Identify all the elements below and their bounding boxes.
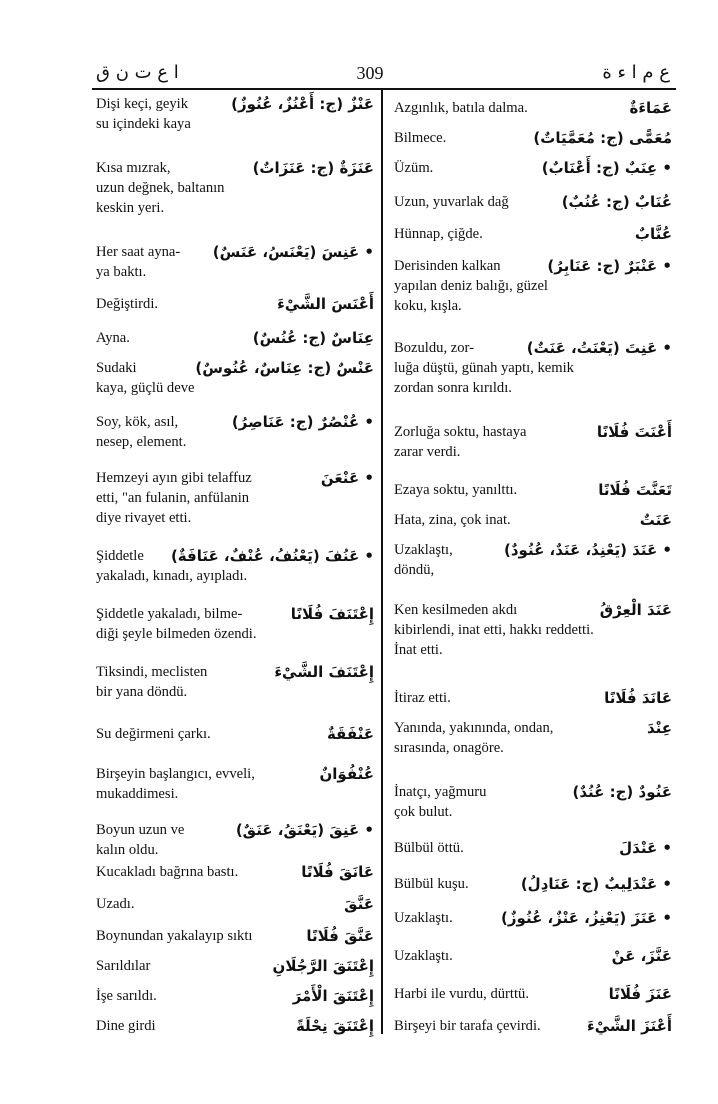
dictionary-entry [394,600,672,660]
dictionary-entry [96,820,374,860]
dictionary-entry [96,158,374,218]
entry-arabic-headword: • عَنْعَنَ [320,469,374,487]
dictionary-entry [394,98,672,118]
entry-meaning-line: Uzadı. [96,896,135,912]
page-number: 309 [356,63,384,83]
dictionary-entry [96,662,374,702]
entry-meaning-line: Azgınlık, batıla dalma. [394,100,528,116]
entry-meaning-line: Soy, kök, asıl, [96,414,179,430]
entry-arabic-headword: عَنْزٌ (ج: أَعْنُزٌ، عُنُوزٌ) [231,95,374,113]
entry-meaning-line: uzun değnek, baltanın [96,180,225,196]
dictionary-entry [96,546,374,586]
entry-meaning-line: keskin yeri. [96,200,165,216]
entry-meaning-line: İnatçı, yağmuru [394,784,487,800]
entry-arabic-headword: • عَنُفَ (يَعْنُفُ، عُنْفٌ، عَنَافَةٌ) [170,547,374,565]
entry-meaning-line: diye rivayet etti. [96,510,192,526]
entry-arabic-headword: • عَنْبَرٌ (ج: عَنَابِرُ) [547,257,672,275]
entry-meaning-line: Uzaklaştı. [394,910,453,926]
dictionary-entry [96,724,374,744]
entry-arabic-headword: إِعْتَنَقَ الْأَمْرَ [292,987,374,1005]
entry-arabic-headword: عَمَاءَةٌ [629,99,672,117]
dictionary-entry [394,256,672,316]
entry-arabic-headword: عَنَّزَ، عَنْ [611,947,672,965]
dictionary-entry [96,604,374,644]
entry-meaning-line: Su değirmeni çarkı. [96,726,211,742]
dictionary-entry [96,986,374,1006]
entry-meaning-line: çok bulut. [394,804,453,820]
entry-meaning-line: yapılan deniz balığı, güzel [394,278,548,294]
entry-meaning-line: diği şeyle bilmeden özendi. [96,626,257,642]
entry-arabic-headword: إِعْتَنَقَ الرَّجُلَانِ [272,957,374,975]
entry-meaning-line: zordan sonra kırıldı. [394,380,512,396]
entry-meaning-line: su içindeki kaya [96,116,191,132]
entry-meaning-line: luğa düştü, günah yaptı, kemik [394,360,574,376]
entry-arabic-headword: عَنَزَةٌ (ج: عَنَزَاتٌ) [252,159,374,177]
entry-meaning-line: Sudaki [96,360,137,376]
entry-meaning-line: Harbi ile vurdu, dürttü. [394,986,529,1002]
entry-meaning-line: Şiddetle [96,548,144,564]
entry-meaning-line: Hemzeyi ayın gibi telaffuz [96,470,252,486]
entry-meaning-line: İtiraz etti. [394,690,451,706]
entry-arabic-headword: إِعْتَنَفَ الشَّيْءَ [274,663,374,681]
entry-arabic-headword: تَعَنَّتَ فُلَانًا [598,481,672,499]
entry-meaning-line: Hünnap, çiğde. [394,226,483,242]
entry-meaning-line: mukaddimesi. [96,786,179,802]
entry-arabic-headword: عَنَزَ فُلَانًا [608,985,672,1003]
dictionary-entry [394,1016,672,1036]
entry-meaning-line: Kısa mızrak, [96,160,171,176]
dictionary-entry [394,338,672,398]
entry-arabic-headword: • عَنِقَ (يَعْنَقُ، عَنَقٌ) [235,821,374,839]
dictionary-entry [96,862,374,882]
entry-arabic-headword: • عُنْصُرٌ (ج: عَنَاصِرُ) [231,413,374,431]
entry-arabic-headword: عَنْفَقَةٌ [326,725,374,743]
entry-arabic-headword: مُعَمًّى (ج: مُعَمَّيَاتٌ) [533,129,672,147]
dictionary-entry [394,874,672,894]
entry-meaning-line: Her saat ayna- [96,244,181,260]
entry-arabic-headword: إِعْتَنَقَ نِحْلَةً [295,1017,374,1035]
dictionary-entry [96,242,374,282]
entry-meaning-line: yakaladı, kınadı, ayıpladı. [96,568,248,584]
entry-arabic-headword: • عَنَزَ (يَعْنِزُ، عَنْزٌ، عُنُوزٌ) [501,909,672,927]
entry-arabic-headword: عَانَدَ فُلَانًا [604,689,672,707]
entry-meaning-line: etti, "an fulanin, anfülanin [96,490,250,506]
entry-meaning-line: Birşeyin başlangıcı, evveli, [96,766,255,782]
entry-meaning-line: Derisinden kalkan [394,258,501,274]
entry-meaning-line: İşe sarıldı. [96,988,157,1004]
entry-meaning-line: Ken kesilmeden akdı [394,602,518,618]
entry-meaning-line: Hata, zina, çok inat. [394,512,511,528]
dictionary-entry [96,1016,374,1036]
dictionary-entry [394,510,672,530]
entry-meaning-line: İnat etti. [394,642,443,658]
entry-meaning-line: Uzaklaştı. [394,948,453,964]
entry-meaning-line: kaya, güçlü deve [96,380,195,396]
entry-arabic-headword: • عَنِتَ (يَعْنَتُ، عَنَتٌ) [526,339,672,357]
entry-arabic-headword: عُنَابٌ (ج: عُنُبٌ) [561,193,672,211]
entry-meaning-line: Boynundan yakalayıp sıktı [96,928,253,944]
dictionary-entry [394,984,672,1004]
entry-meaning-line: Bilmece. [394,130,447,146]
entry-meaning-line: nesep, element. [96,434,187,450]
entry-arabic-headword: • عِنَبٌ (ج: أَعْنَابٌ) [541,159,672,177]
dictionary-entry [394,422,672,462]
entry-arabic-headword: عِنَاسٌ (ج: عُنُسٌ) [252,329,374,347]
entry-arabic-headword: أَعْنَسَ الشَّيْءَ [277,295,374,313]
entry-meaning-line: döndü, [394,562,435,578]
dictionary-entry [394,128,672,148]
entry-arabic-headword: عَنَّقَ فُلَانًا [306,927,374,945]
dictionary-entry [96,294,374,314]
entry-arabic-headword: عَنْسٌ (ج: عِنَاسٌ، عُنُوسٌ) [195,359,374,377]
header-left-letters: ا ع ت ن ق [96,62,179,83]
entry-meaning-line: Tiksindi, meclisten [96,664,208,680]
header-right-letters: ع م ا ء ة [602,62,670,83]
dictionary-entry [394,782,672,822]
entry-arabic-headword: عَنُودٌ (ج: عُنُدٌ) [572,783,672,801]
entry-meaning-line: Uzun, yuvarlak dağ [394,194,509,210]
dictionary-entry [394,540,672,580]
entry-arabic-headword: عُنْفُوَانٌ [319,765,374,783]
dictionary-entry [96,358,374,398]
entry-meaning-line: ya baktı. [96,264,147,280]
entry-meaning-line: Yanında, yakınında, ondan, [394,720,554,736]
entry-meaning-line: Üzüm. [394,160,434,176]
header-rule [92,88,676,90]
entry-meaning-line: zarar verdi. [394,444,461,460]
dictionary-entry [394,192,672,212]
entry-arabic-headword: • عَنِسَ (يَعْنَسُ، عَنَسٌ) [212,243,374,261]
entry-arabic-headword: عَانَقَ فُلَانًا [301,863,374,881]
entry-meaning-line: Değiştirdi. [96,296,159,312]
entry-meaning-line: kalın oldu. [96,842,159,858]
entry-meaning-line: Dişi keçi, geyik [96,96,189,112]
entry-meaning-line: kibirlendi, inat etti, hakkı reddetti. [394,622,594,638]
entry-meaning-line: Bozuldu, zor- [394,340,474,356]
entry-meaning-line: Ezaya soktu, yanılttı. [394,482,518,498]
column-divider [381,90,383,1034]
dictionary-entry [96,468,374,528]
entry-arabic-headword: عِنْدَ [646,719,672,737]
entry-arabic-headword: عَنَّقَ [344,895,374,913]
entry-arabic-headword: أَعْنَزَ الشَّيْءَ [587,1017,672,1035]
entry-meaning-line: Uzaklaştı, [394,542,453,558]
entry-meaning-line: koku, kışla. [394,298,462,314]
entry-arabic-headword: عَنَدَ الْعِرْقُ [599,601,672,619]
entry-arabic-headword: • عَنَدَ (يَعْنِدُ، عَنَدٌ، عُنُودٌ) [503,541,672,559]
dictionary-entry [96,926,374,946]
entry-arabic-headword: • عَنْدَلِيبٌ (ج: عَنَادِلُ) [520,875,672,893]
dictionary-entry [96,764,374,804]
entry-meaning-line: Boyun uzun ve [96,822,185,838]
entry-meaning-line: Şiddetle yakaladı, bilme- [96,606,243,622]
entry-arabic-headword: عُنَّابٌ [634,225,672,243]
entry-meaning-line: Ayna. [96,330,130,346]
entry-meaning-line: Kucakladı bağrına bastı. [96,864,239,880]
dictionary-entry [394,908,672,928]
dictionary-entry [96,94,374,134]
dictionary-entry [394,838,672,858]
entry-meaning-line: Birşeyi bir tarafa çevirdi. [394,1018,541,1034]
dictionary-entry [96,328,374,348]
dictionary-entry [96,412,374,452]
dictionary-entry [394,480,672,500]
entry-meaning-line: Bülbül öttü. [394,840,464,856]
dictionary-entry [96,956,374,976]
entry-meaning-line: Zorluğa soktu, hastaya [394,424,527,440]
entry-arabic-headword: أَعْنَتَ فُلَانًا [596,423,672,441]
entry-meaning-line: Sarıldılar [96,958,151,974]
entry-meaning-line: Dine girdi [96,1018,156,1034]
entry-meaning-line: sırasında, onagöre. [394,740,504,756]
dictionary-entry [96,894,374,914]
entry-meaning-line: Bülbül kuşu. [394,876,469,892]
entry-arabic-headword: عَنَتٌ [639,511,672,529]
dictionary-entry [394,718,672,758]
dictionary-entry [394,946,672,966]
dictionary-entry [394,688,672,708]
entry-meaning-line: bir yana döndü. [96,684,188,700]
entry-arabic-headword: • عَنْدَلَ [619,839,672,857]
dictionary-entry [394,224,672,244]
entry-arabic-headword: إِعْتَنَفَ فُلَانًا [290,605,374,623]
dictionary-entry [394,158,672,178]
